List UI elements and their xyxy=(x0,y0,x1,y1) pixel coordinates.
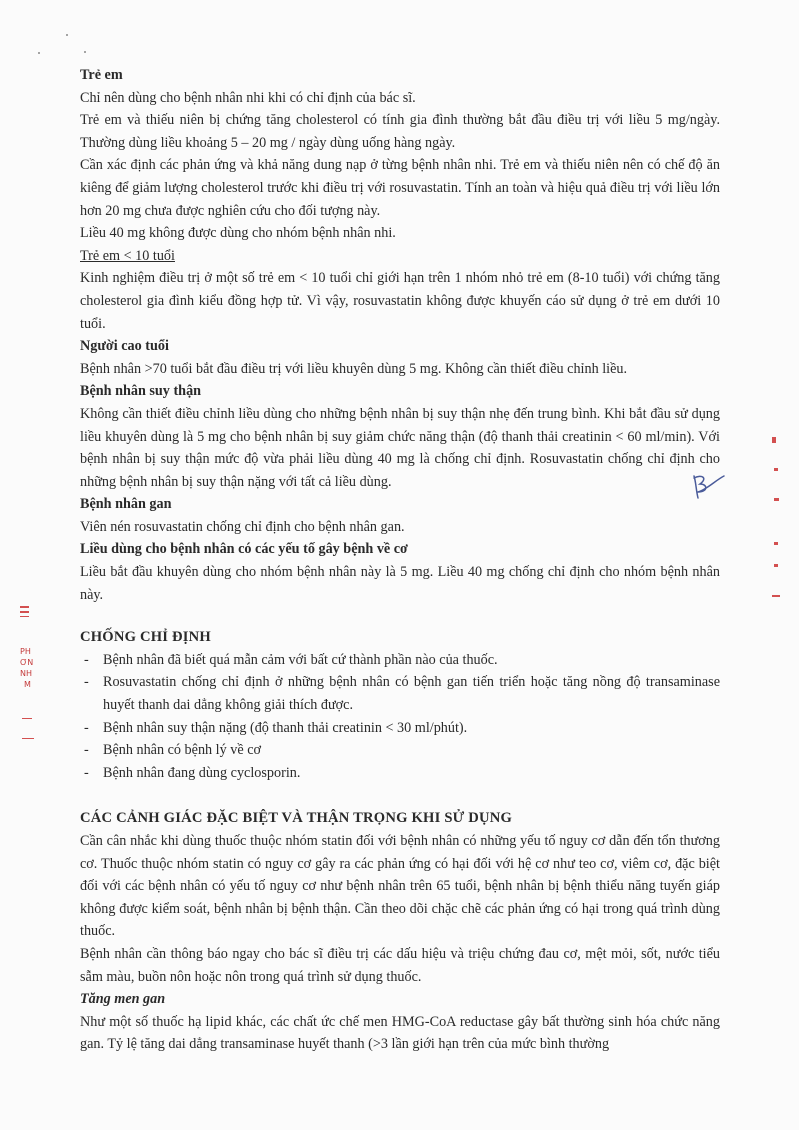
paragraph: Như một số thuốc hạ lipid khác, các chất ức chế men HMG-CoA reductase gây bất thường sinh hóa chức năng gan. Tỷ lệ tăng dai dẳng transaminase huyết thanh (>3 lần giới hạn trên của mức bình thường xyxy=(80,1013,720,1053)
list-item: - Bệnh nhân đang dùng cyclosporin. xyxy=(84,764,301,781)
paragraph: Liều bắt đầu khuyên dùng cho nhóm bệnh nhân này là 5 mg. Liều 40 mg chống chỉ định cho nhóm bệnh nhân này. xyxy=(80,564,720,603)
contraindication-list xyxy=(80,649,720,785)
stamp-line: NH xyxy=(20,669,32,678)
section-heading-myopathy: Liều dùng cho bệnh nhân có các yếu tố gây bệnh về cơ xyxy=(80,541,408,558)
paragraph: Bệnh nhân cần thông báo ngay cho bác sĩ điều trị các dấu hiệu và triệu chứng đau cơ, mệt mỏi, sốt, nước tiểu sẫm màu, buồn nôn hoặc nôn trong quá trình sử dụng thuốc. xyxy=(80,945,720,985)
stamp-line: PH xyxy=(20,647,31,656)
stamp-line: M xyxy=(24,680,31,689)
list-item: - Rosuvastatin chống chỉ định ở những bệnh nhân có bệnh gan tiến triển hoặc tăng nồng độ transaminase huyết thanh dai dẳng không giải thích được. xyxy=(84,674,720,714)
section-heading-elderly: Người cao tuổi xyxy=(80,338,169,355)
paragraph: Chỉ nên dùng cho bệnh nhân nhi khi có chỉ định của bác sĩ. xyxy=(80,89,416,106)
list-item: - Bệnh nhân có bệnh lý về cơ xyxy=(84,742,262,759)
section-heading-warnings: CÁC CẢNH GIÁC ĐẶC BIỆT VÀ THẬN TRỌNG KHI SỬ DỤNG xyxy=(80,810,513,827)
scan-speck xyxy=(66,34,68,36)
paragraph: Cần cân nhắc khi dùng thuốc thuộc nhóm statin đối với bệnh nhân có những yếu tố nguy cơ dẫn đến tổn thương cơ. Thuốc thuộc nhóm statin có nguy cơ gây ra các phản ứng có hại đối với hệ cơ như teo cơ, viêm cơ, đặc biệt đối với các bệnh nhân có yếu tố nguy cơ như bệnh nhân trên 65 tuổi, bệnh nhân bị bệnh thiểu năng tuyến giáp không được kiểm soát, bệnh nhân bị bệnh thận. Cần theo dõi chặc chẽ các phản ứng có hại trong quá trình dùng thuốc. xyxy=(80,833,720,940)
section-heading-pediatric: Trẻ em xyxy=(80,67,123,83)
stamp-line: ƠN xyxy=(20,658,34,667)
paragraph: Bệnh nhân >70 tuổi bắt đầu điều trị với liều khuyên dùng 5 mg. Không cần thiết điều chỉnh liều. xyxy=(80,360,628,377)
paragraph: Viên nén rosuvastatin chống chỉ định cho bệnh nhân gan. xyxy=(80,518,405,535)
section-heading-renal: Bệnh nhân suy thận xyxy=(80,383,202,400)
paragraph: Trẻ em và thiếu niên bị chứng tăng cholesterol có tính gia đình thường bắt đầu điều trị với liều 5 mg/ngày. Thường dùng liều khoảng 5 – 20 mg / ngày dùng uống hàng ngày. xyxy=(80,112,720,151)
section-heading-hepatic: Bệnh nhân gan xyxy=(80,496,172,513)
paragraph: Liều 40 mg không được dùng cho nhóm bệnh nhân nhi. xyxy=(80,225,396,242)
paragraph: Cần xác định các phản ứng và khả năng dung nạp ở từng bệnh nhân nhi. Trẻ em và thiếu niên nên có chế độ ăn kiêng để giảm lượng cholesterol trước khi điều trị với rosuvastatin. Tính an toàn và hiệu quả điều trị với liều lớn hơn 20 mg chưa được nghiên cứu cho đối tượng này. xyxy=(80,157,720,219)
paragraph: Không cần thiết điều chỉnh liều dùng cho những bệnh nhân bị suy thận nhẹ đến trung bình. Khi bắt đầu sử dụng liều khuyên dùng là 5 mg cho bệnh nhân bị suy giảm chức năng thận (độ thanh thải creatinin < 60 ml/min). Với bệnh nhân bị suy thận mức độ vừa phải liều dùng 40 mg là chống chỉ định. Rosuvastatin chống chỉ định cho những bệnh nhân bị suy thận nặng với tất cả liều dùng. xyxy=(80,405,720,490)
scan-speck xyxy=(84,51,86,53)
list-item: - Bệnh nhân đã biết quá mẫn cảm với bất cứ thành phần nào của thuốc. xyxy=(84,651,498,668)
paragraph: Kinh nghiệm điều trị ở một số trẻ em < 10 tuổi chỉ giới hạn trên 1 nhóm nhỏ trẻ em (8-10 tuổi) với chứng tăng cholesterol gia đình kiểu đồng hợp tử. Vì vậy, rosuvastatin không được khuyến cáo sử dụng ở trẻ em dưới 10 tuổi. xyxy=(80,270,720,332)
document-body xyxy=(80,64,720,1056)
subheading-liver-enzymes: Tăng men gan xyxy=(80,991,166,1008)
subheading-under-10: Trẻ em < 10 tuổi xyxy=(80,247,175,264)
scan-speck xyxy=(38,52,40,54)
section-heading-contraindications: CHỐNG CHỈ ĐỊNH xyxy=(80,629,211,646)
list-item: - Bệnh nhân suy thận nặng (độ thanh thải creatinin < 30 ml/phút). xyxy=(84,719,468,736)
